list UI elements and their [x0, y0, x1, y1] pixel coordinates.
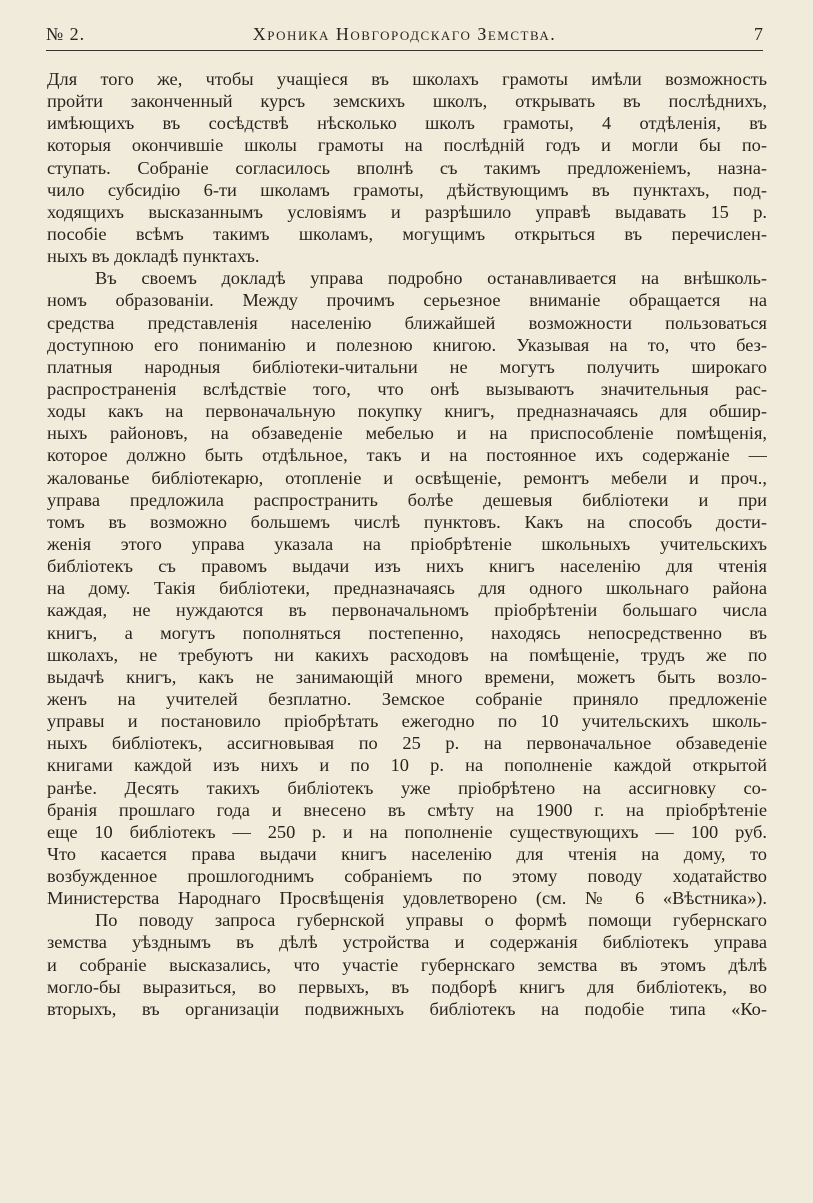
text-line: и собраніе высказались, что участіе губернскаго земства въ этомъ дѣлѣ	[47, 954, 767, 975]
text-line: имѣющихъ въ сосѣдствѣ нѣсколько школъ грамоты, 4 отдѣленія, въ	[47, 113, 767, 134]
text-line: вторыхъ, въ организаціи подвижныхъ библіотекъ на подобіе типа «Ко-	[47, 998, 767, 1019]
text-line: ранѣе. Десять такихъ библіотекъ уже пріобрѣтено на ассигновку со-	[47, 777, 767, 798]
text-line: номъ образованіи. Между прочимъ серьезное вниманіе обращается на	[47, 290, 767, 311]
text-line: управы и постановило пріобрѣтать ежегодно по 10 учительскихъ школь-	[47, 711, 767, 732]
text-line: Въ своемъ докладѣ управа подробно останавливается на внѣшколь-	[95, 268, 767, 289]
article-body	[47, 68, 767, 1020]
header-rule	[46, 50, 763, 51]
text-line: библіотекъ съ правомъ выдачи изъ нихъ книгъ населенію для чтенія	[47, 556, 767, 577]
paragraph-3	[47, 909, 767, 1020]
text-line: ныхъ библіотекъ, ассигновывая по 25 р. на первоначальное обзаведеніе	[47, 733, 767, 754]
text-line: могло-бы выразиться, во первыхъ, въ подборѣ книгъ для библіотекъ, во	[47, 976, 767, 997]
page-number: 7	[754, 24, 763, 44]
text-line: выдачѣ книгъ, какъ не занимающій много времени, можетъ быть возло-	[47, 666, 767, 687]
text-line: средства представленія населенію ближайшей возможности пользоваться	[47, 312, 767, 333]
text-line: Министерства Народнаго Просвѣщенія удовлетворено (см. № 6 «Вѣстника»).	[47, 888, 767, 909]
running-header	[46, 20, 763, 48]
text-line: на дому. Такія библіотеки, предназначаясь для одного школьнаго района	[47, 578, 767, 599]
paragraph-2	[47, 267, 767, 909]
text-line: школахъ, не требуютъ ни какихъ расходовъ на помѣщеніе, трудъ же по	[47, 644, 767, 665]
journal-title: Хроника Новгородскаго Земства.	[252, 24, 557, 44]
text-line: Для того же, чтобы учащіеся въ школахъ грамоты имѣли возможность	[47, 69, 767, 89]
text-line: ходящихъ высказаннымъ условіямъ и разрѣшило управѣ выдавать 15 р.	[47, 201, 767, 222]
text-line: ходы какъ на первоначальную покупку книгъ, предназначаясь для обшир-	[47, 401, 767, 422]
text-line: томъ въ возможно большемъ числѣ пунктовъ. Какъ на способъ дости-	[47, 511, 767, 532]
text-line: бранія прошлаго года и внесено въ смѣту на 1900 г. на пріобрѣтеніе	[47, 799, 767, 820]
issue-number: № 2.	[46, 24, 86, 44]
text-line: доступною его пониманію и полезною книгою. Указывая на то, что без-	[47, 334, 767, 355]
text-line: По поводу запроса губернской управы о формѣ помощи губернскаго	[95, 910, 767, 931]
text-line: пособіе всѣмъ такимъ школамъ, могущимъ открыться въ перечислен-	[47, 223, 767, 244]
text-line: пройти законченный курсъ земскихъ школъ, открывать въ послѣднихъ,	[47, 91, 767, 112]
text-line: распространенія вслѣдствіе того, что онѣ вызываютъ значительныя рас-	[47, 378, 767, 399]
text-line: ныхъ въ докладѣ пунктахъ.	[47, 246, 260, 267]
paragraph-1	[47, 68, 767, 267]
text-line: которыя окончившіе школы грамоты на послѣдній годъ и могли бы по-	[47, 135, 767, 156]
text-line: жалованье библіотекарю, отопленіе и освѣщеніе, ремонтъ мебели и проч.,	[47, 467, 767, 488]
text-line: возбужденное прошлогоднимъ собраніемъ по этому поводу ходатайство	[47, 866, 767, 887]
text-line: книгами каждой изъ нихъ и по 10 р. на пополненіе каждой открытой	[47, 755, 767, 776]
text-line: ступать. Собраніе согласилось вполнѣ съ такимъ предложеніемъ, назна-	[47, 157, 767, 178]
text-line: книгъ, а могутъ пополняться постепенно, находясь непосредственно въ	[47, 622, 767, 643]
text-line: управа предложила распространить болѣе дешевыя библіотеки и при	[47, 489, 767, 510]
text-line: ныхъ районовъ, на обзаведеніе мебелью и на приспособленіе помѣщенія,	[47, 423, 767, 444]
text-line: женія этого управа указала на пріобрѣтеніе школьныхъ учительскихъ	[47, 533, 767, 554]
text-line: каждая, не нуждаются въ первоначальномъ пріобрѣтеніи большаго числа	[47, 600, 767, 621]
text-line: чило субсидію 6-ти школамъ грамоты, дѣйствующимъ въ пунктахъ, под-	[47, 179, 767, 200]
text-line: платныя народныя библіотеки-читальни не могутъ получить широкаго	[47, 356, 767, 377]
text-line: женъ на учителей безплатно. Земское собраніе приняло предложеніе	[47, 688, 767, 709]
text-line: еще 10 библіотекъ — 250 р. и на пополненіе существующихъ — 100 руб.	[47, 821, 767, 842]
text-line: земства уѣзднымъ въ дѣлѣ устройства и содержанія библіотекъ управа	[47, 932, 767, 953]
text-line: Что касается права выдачи книгъ населенію для чтенія на дому, то	[47, 843, 767, 864]
text-line: которое должно быть отдѣльное, такъ и на постоянное ихъ содержаніе —	[47, 445, 767, 466]
